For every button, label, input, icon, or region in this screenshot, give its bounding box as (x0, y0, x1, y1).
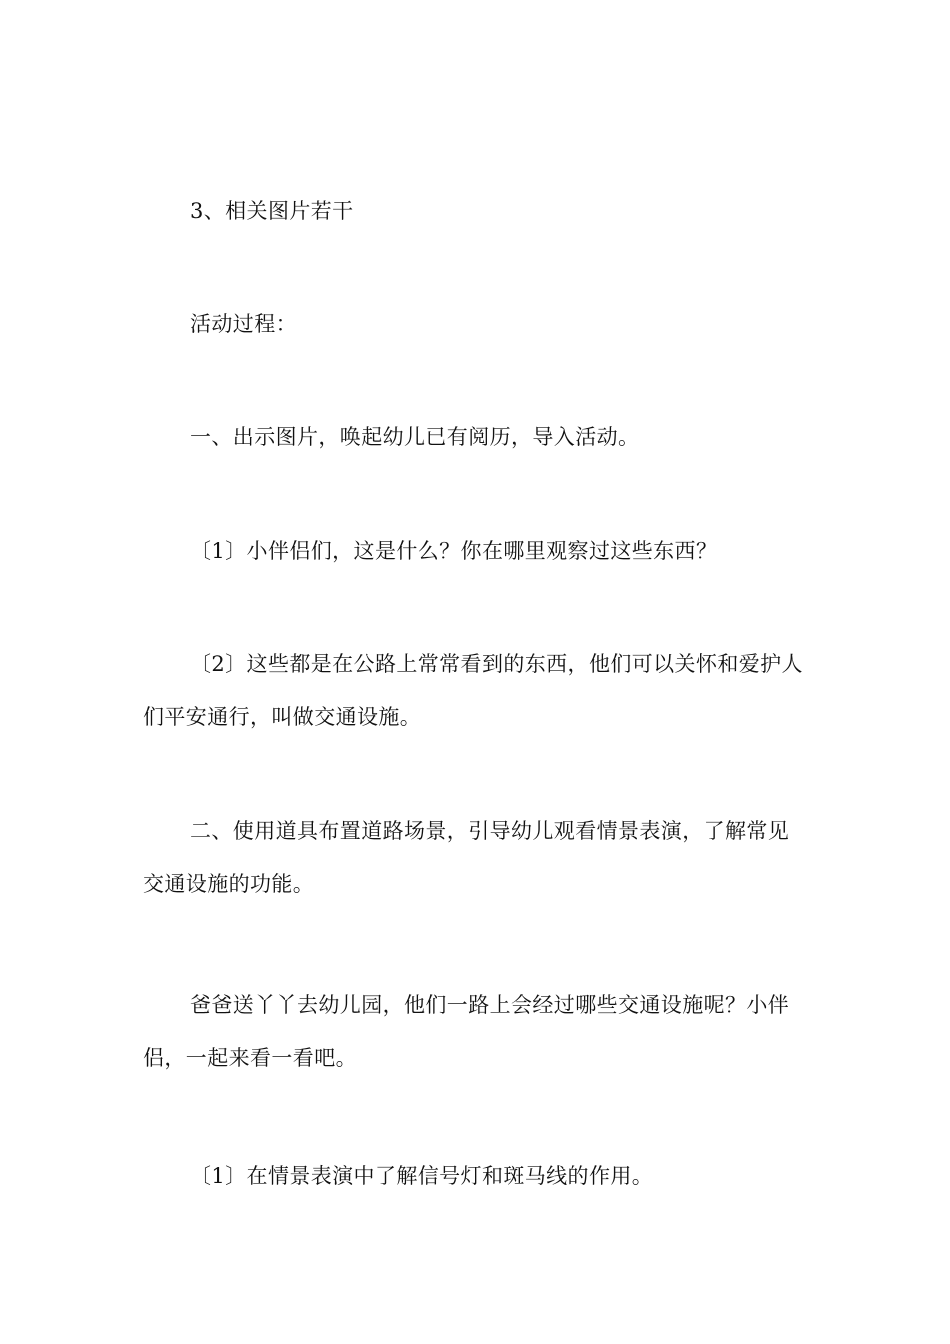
paragraph-step-1-traffic-lights: 〔1〕在情景表演中了解信号灯和斑马线的作用。 (190, 1164, 654, 1188)
paragraph-story-intro: 爸爸送丫丫去幼儿园，他们一路上会经过哪些交通设施呢？小伴侣，一起来看一看吧。 (143, 993, 790, 1070)
paragraph-step-1: 〔1〕小伴侣们，这是什么？你在哪里观察过这些东西？ (190, 539, 718, 563)
paragraph-activity-process-heading: 活动过程： (190, 312, 297, 336)
paragraph-section-one: 一、出示图片，唤起幼儿已有阅历，导入活动。 (190, 425, 640, 449)
paragraph-materials-3: 3、相关图片若干 (190, 199, 354, 223)
paragraph-step-2: 〔2〕这些都是在公路上常常看到的东西，他们可以关怀和爱护人们平安通行，叫做交通设施。 (143, 652, 803, 729)
paragraph-section-two: 二、使用道具布置道路场景，引导幼儿观看情景表演，了解常见交通设施的功能。 (143, 819, 790, 896)
